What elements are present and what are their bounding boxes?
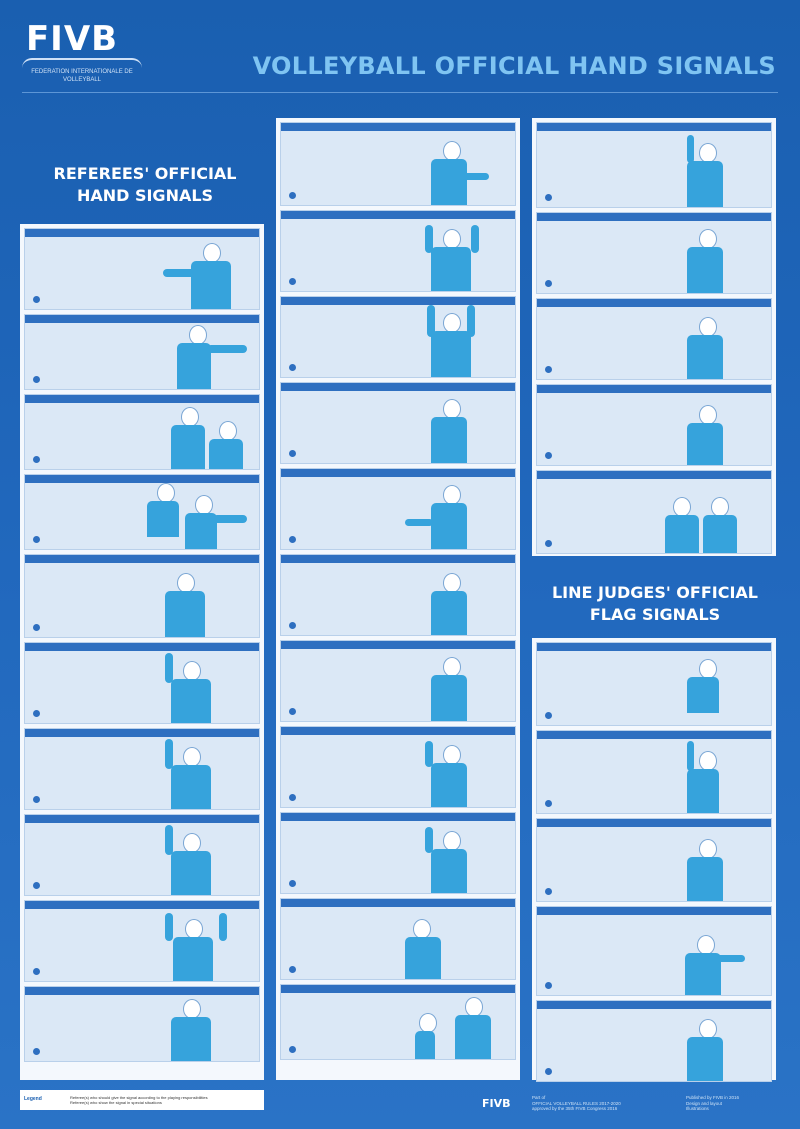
logo-mark: FIVB <box>25 19 119 59</box>
fivb-mini-logo: FIVB <box>482 1097 511 1110</box>
published-text: Published by FIVB in 2016 <box>686 1095 740 1100</box>
signal-figure <box>681 227 741 293</box>
card-number-badge <box>289 536 296 543</box>
page-title: VOLLEYBALL OFFICIAL HAND SIGNALS <box>252 52 776 80</box>
title-divider <box>22 92 778 93</box>
signal-card <box>536 298 772 380</box>
card-header <box>25 229 259 237</box>
flag-figure <box>681 1013 741 1081</box>
signal-figure <box>177 323 247 389</box>
card-number-badge <box>33 624 40 631</box>
signal-card <box>280 898 516 980</box>
legend-line-1: Referee(s) who should give the signal according to the playing responsibilities <box>70 1095 208 1100</box>
flag-signal-card <box>536 730 772 814</box>
card-number-badge <box>289 622 296 629</box>
signal-figure <box>165 739 225 809</box>
card-number-badge <box>289 708 296 715</box>
publisher-credit <box>686 1095 739 1112</box>
illustrations-text: Illustrations <box>686 1106 709 1111</box>
card-number-badge <box>545 712 552 719</box>
signal-figure <box>425 135 485 205</box>
rules-credit <box>532 1095 621 1112</box>
fivb-logo <box>22 19 152 84</box>
legend-box <box>20 1090 264 1110</box>
signal-card <box>24 728 260 810</box>
flag-signal-card <box>536 818 772 902</box>
signal-figure <box>165 653 225 723</box>
signal-card <box>280 640 516 722</box>
legend-line-2: Referee(s) who show the signal in special situations <box>70 1100 162 1105</box>
referee-signals-column-2 <box>276 118 520 1080</box>
referees-section-title <box>30 163 260 207</box>
referee-signals-column-1 <box>20 224 264 1080</box>
card-number-badge <box>289 1046 296 1053</box>
referees-title-line1: REFEREES' OFFICIAL <box>53 164 237 183</box>
signal-card <box>24 814 260 896</box>
card-number-badge <box>33 1048 40 1055</box>
signal-card <box>24 986 260 1062</box>
legend-label: Legend <box>24 1096 42 1102</box>
signal-card <box>536 470 772 554</box>
card-header <box>25 987 259 995</box>
signal-figure <box>681 313 741 379</box>
flag-figure <box>681 653 741 725</box>
card-number-badge <box>289 192 296 199</box>
signal-figure <box>681 135 741 207</box>
signal-figure <box>165 825 225 895</box>
card-number-badge <box>33 456 40 463</box>
card-number-badge <box>545 280 552 287</box>
signal-figure <box>405 909 485 979</box>
card-number-badge <box>289 364 296 371</box>
signal-card <box>24 394 260 470</box>
card-number-badge <box>289 450 296 457</box>
signal-card <box>280 554 516 636</box>
signal-figure <box>425 221 485 291</box>
signal-figure <box>425 305 485 377</box>
card-header <box>25 643 259 651</box>
card-header <box>25 815 259 823</box>
signal-card <box>280 812 516 894</box>
legend-text <box>70 1095 208 1105</box>
referees-title-line2: HAND SIGNALS <box>76 186 214 205</box>
signal-card <box>280 296 516 378</box>
card-number-badge <box>545 194 552 201</box>
card-number-badge <box>545 540 552 547</box>
flag-signal-card <box>536 906 772 996</box>
signal-card <box>280 984 516 1060</box>
line-judges-title-line2: FLAG SIGNALS <box>589 605 721 624</box>
card-header <box>25 555 259 563</box>
card-number-badge <box>545 982 552 989</box>
card-number-badge <box>33 296 40 303</box>
signal-card <box>536 212 772 294</box>
card-number-badge <box>545 452 552 459</box>
signal-figure <box>425 479 485 549</box>
part-of-text: Part of <box>532 1095 546 1100</box>
design-text: Design and layout <box>686 1100 723 1106</box>
flag-signal-card <box>536 1000 772 1082</box>
signal-card <box>536 384 772 466</box>
flag-figure <box>681 831 741 901</box>
card-header <box>25 315 259 323</box>
rules-title: OFFICIAL VOLLEYBALL RULES 2017-2020 <box>532 1100 621 1106</box>
signal-card <box>24 474 260 550</box>
signal-card <box>24 554 260 638</box>
card-header <box>25 901 259 909</box>
flag-figure <box>671 931 751 995</box>
signal-card <box>280 382 516 464</box>
signal-card <box>280 468 516 550</box>
card-number-badge <box>545 800 552 807</box>
card-number-badge <box>289 966 296 973</box>
card-number-badge <box>33 536 40 543</box>
card-header <box>25 729 259 737</box>
signal-figure <box>147 481 247 549</box>
card-number-badge <box>545 1068 552 1075</box>
signal-card <box>280 210 516 292</box>
card-number-badge <box>33 796 40 803</box>
signal-card <box>24 642 260 724</box>
card-number-badge <box>545 888 552 895</box>
line-judges-title-line1: LINE JUDGES' OFFICIAL <box>551 583 758 602</box>
signal-figure <box>177 239 247 309</box>
signal-figure <box>165 911 229 981</box>
signal-card <box>280 122 516 206</box>
signal-figure <box>425 565 485 635</box>
referee-signals-column-3 <box>532 118 776 556</box>
card-number-badge <box>33 710 40 717</box>
signal-figure <box>681 397 741 465</box>
signal-figure <box>665 483 751 553</box>
card-number-badge <box>33 968 40 975</box>
card-number-badge <box>289 278 296 285</box>
line-judges-section-title <box>535 582 775 626</box>
card-number-badge <box>33 882 40 889</box>
line-judges-column <box>532 638 776 1080</box>
signal-figure <box>425 737 485 807</box>
signal-card <box>536 122 772 208</box>
card-number-badge <box>33 376 40 383</box>
signal-figure <box>425 823 485 893</box>
flag-signal-card <box>536 642 772 726</box>
card-header <box>25 395 259 403</box>
logo-subtitle: FEDERATION INTERNATIONALE DE VOLLEYBALL <box>31 69 133 83</box>
signal-figure <box>425 393 485 463</box>
card-number-badge <box>289 880 296 887</box>
signal-figure <box>425 651 485 721</box>
signal-card <box>24 314 260 390</box>
approved-text: approved by the 35th FIVB Congress 2016 <box>532 1106 618 1111</box>
signal-figure <box>415 993 495 1059</box>
signal-figure <box>159 569 219 637</box>
signal-card <box>280 726 516 808</box>
signal-figure <box>167 403 247 469</box>
signal-card <box>24 228 260 310</box>
card-number-badge <box>289 794 296 801</box>
flag-figure <box>681 741 741 813</box>
signal-card <box>24 900 260 982</box>
logo-swoosh <box>22 58 142 68</box>
card-number-badge <box>545 366 552 373</box>
signal-figure <box>165 995 225 1061</box>
